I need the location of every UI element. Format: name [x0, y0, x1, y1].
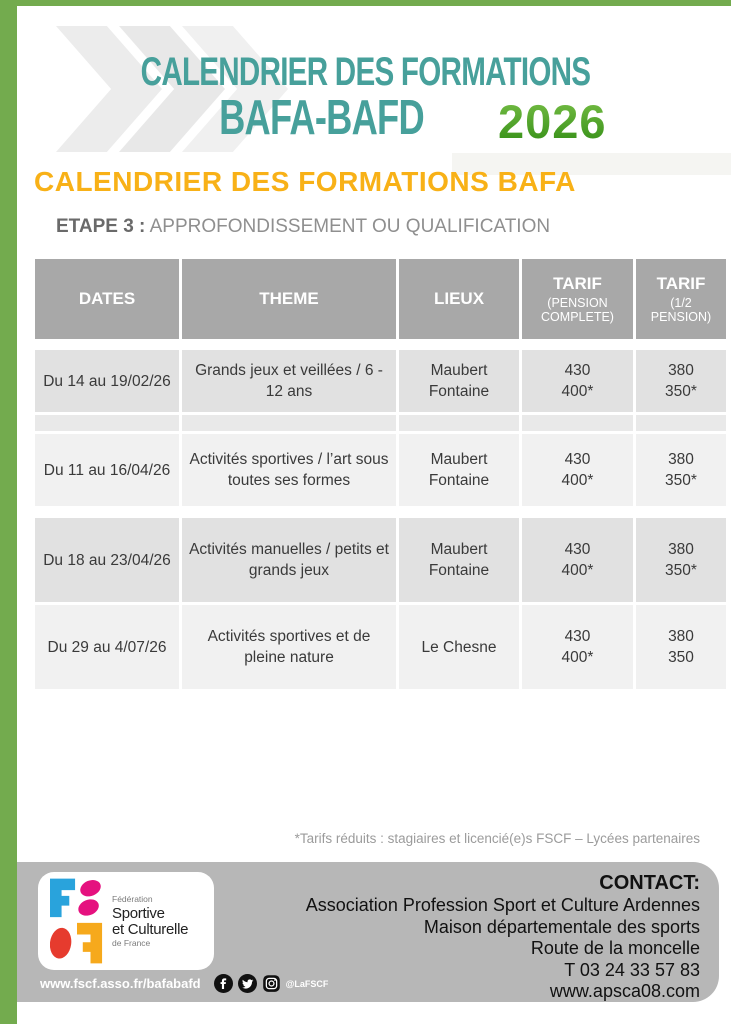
tarif-value: 430: [564, 362, 591, 379]
tarif-value: 380: [668, 362, 694, 379]
table-row: [35, 434, 726, 506]
etape-text: APPROFONDISSEMENT OU QUALIFICATION: [149, 216, 551, 237]
instagram-icon[interactable]: [262, 974, 281, 993]
left-border-bar: [0, 0, 17, 1024]
dates-cell: Du 14 au 19/02/26: [35, 350, 179, 412]
column-header-label: LIEUX: [433, 289, 485, 308]
facebook-icon[interactable]: [214, 974, 233, 993]
theme-cell: Activités manuelles / petits et grands jeux: [182, 518, 396, 602]
table-row: [35, 350, 726, 412]
tarif-value: 380: [668, 541, 694, 558]
dates-cell: Du 18 au 23/04/26: [35, 518, 179, 602]
column-header-label: TARIF: [656, 274, 706, 293]
spacer-cell: [399, 415, 519, 431]
banner-title-line1: CALENDRIER DES FORMATIONS: [140, 50, 591, 94]
spacer-cell: [636, 415, 726, 431]
contact-block: [306, 872, 700, 1003]
dates-cell: Du 29 au 4/07/26: [35, 605, 179, 689]
column-header: [522, 259, 633, 339]
tarif-value: 350: [668, 649, 694, 666]
tarif-value: 350*: [665, 383, 697, 400]
contact-title: CONTACT:: [599, 872, 700, 894]
tarif-value: 400*: [561, 383, 594, 400]
lieu-cell: Maubert Fontaine: [399, 434, 519, 506]
tarif-demi-pension-cell: [636, 350, 726, 412]
logo-line-federation: Fédération: [112, 894, 153, 904]
spacer-cell: [636, 342, 726, 347]
lieu-cell: Maubert Fontaine: [399, 350, 519, 412]
dates-cell: Du 11 au 16/04/26: [35, 434, 179, 506]
table-gap-row: [35, 509, 726, 515]
table-spacer-row: [35, 415, 726, 431]
column-header-label: THEME: [259, 289, 319, 308]
column-header: [182, 259, 396, 339]
logo-line-culturelle: et Culturelle: [112, 920, 189, 938]
tarif-pension-complete-cell: [522, 434, 633, 506]
contact-line: T 03 24 33 57 83: [564, 959, 700, 980]
column-header: [399, 259, 519, 339]
table-gap-row: [35, 342, 726, 347]
column-header-label: TARIF: [553, 274, 602, 293]
twitter-icon[interactable]: [238, 974, 257, 993]
spacer-cell: [522, 509, 633, 515]
spacer-cell: [182, 415, 396, 431]
lieu-cell: Maubert Fontaine: [399, 518, 519, 602]
tarif-value: 430: [564, 541, 591, 558]
contact-lines: [306, 895, 700, 1003]
fscf-logo-icon: [50, 878, 104, 964]
table-header-row: [35, 259, 726, 339]
tarif-value: 350*: [665, 562, 697, 579]
banner-year: 2026: [498, 95, 607, 148]
formations-table: [32, 256, 729, 692]
tarif-pension-complete-cell: [522, 518, 633, 602]
tarif-pension-complete-cell: [522, 605, 633, 689]
table-row: [35, 518, 726, 602]
tarif-value: 350*: [665, 472, 697, 489]
theme-cell: Grands jeux et veillées / 6 - 12 ans: [182, 350, 396, 412]
spacer-cell: [522, 342, 633, 347]
etape-subtitle: [56, 216, 550, 238]
tarif-value: 380: [668, 628, 694, 645]
table-body: [35, 342, 726, 689]
column-header-subtitle: (1/2 PENSION): [650, 296, 712, 324]
tarif-demi-pension-cell: [636, 518, 726, 602]
spacer-cell: [35, 415, 179, 431]
tarif-demi-pension-cell: [636, 605, 726, 689]
footer-band: [17, 862, 719, 1002]
contact-line: Route de la moncelle: [530, 938, 700, 958]
tarif-value: 430: [564, 628, 591, 645]
reduced-rates-footnote: *Tarifs réduits : stagiaires et licencié(e)s FSCF – Lycées partenaires: [294, 831, 700, 846]
tarif-demi-pension-cell: [636, 434, 726, 506]
lieu-cell: Le Chesne: [399, 605, 519, 689]
fscf-logo-card: [38, 872, 214, 970]
spacer-cell: [182, 342, 396, 347]
social-handle: @LaFSCF: [285, 978, 329, 989]
spacer-cell: [35, 509, 179, 515]
footer-social-row: [40, 974, 328, 993]
theme-cell: Activités sportives / l’art sous toutes ses formes: [182, 434, 396, 506]
table-head: [35, 259, 726, 339]
column-header-label: DATES: [78, 289, 136, 308]
tarif-value: 400*: [561, 649, 594, 666]
table-row: [35, 605, 726, 689]
spacer-cell: [522, 415, 633, 431]
tarif-value: 380: [668, 451, 694, 468]
banner-title-line2: BAFA-BAFD: [219, 91, 424, 145]
fscf-logo-text: [112, 893, 188, 949]
page-title: CALENDRIER DES FORMATIONS BAFA: [34, 166, 576, 197]
contact-line: Maison départementale des sports: [423, 916, 700, 937]
contact-line[interactable]: www.apsca08.com: [549, 981, 700, 1001]
etape-label: ETAPE 3 :: [56, 216, 146, 237]
tarif-value: 400*: [561, 562, 594, 579]
logo-line-defrance: de France: [112, 937, 151, 948]
column-header-subtitle: (PENSION COMPLETE): [541, 296, 614, 324]
spacer-cell: [182, 509, 396, 515]
top-border: [0, 0, 731, 6]
spacer-cell: [35, 342, 179, 347]
spacer-cell: [399, 509, 519, 515]
column-header: [636, 259, 726, 339]
spacer-cell: [636, 509, 726, 515]
fscf-website-link[interactable]: www.fscf.asso.fr/bafabafd: [40, 976, 201, 991]
tarif-value: 400*: [561, 472, 594, 489]
spacer-cell: [399, 342, 519, 347]
contact-line: Association Profession Sport et Culture Ardennes: [305, 895, 700, 915]
tarif-value: 430: [564, 451, 591, 468]
theme-cell: Activités sportives et de pleine nature: [182, 605, 396, 689]
tarif-pension-complete-cell: [522, 350, 633, 412]
column-header: [35, 259, 179, 339]
logo-line-sportive: Sportive: [112, 904, 165, 922]
